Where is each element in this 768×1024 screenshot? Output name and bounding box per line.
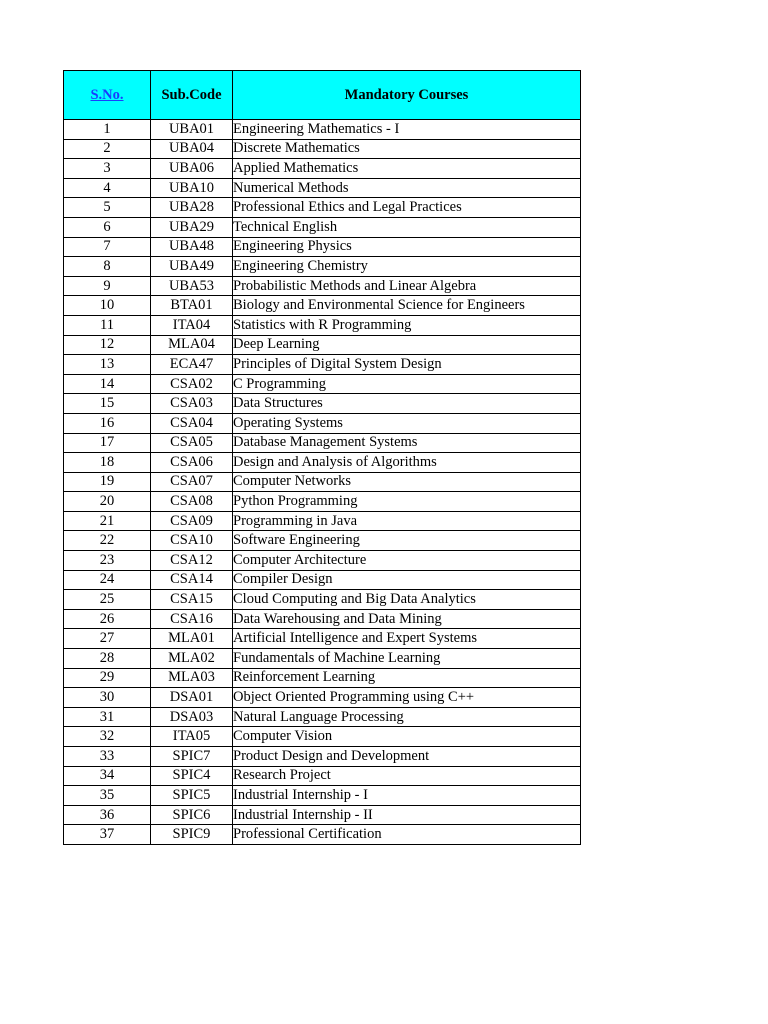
course-rows: [64, 120, 581, 845]
table-row: [64, 120, 581, 140]
course-name-cell: Programming in Java: [233, 511, 581, 531]
sno-cell: 36: [64, 805, 151, 825]
course-name-cell: Industrial Internship - II: [233, 805, 581, 825]
sub-code-cell: CSA14: [151, 570, 233, 590]
sub-code-cell: SPIC6: [151, 805, 233, 825]
sub-code-cell: CSA04: [151, 413, 233, 433]
sub-code-cell: UBA48: [151, 237, 233, 257]
sub-code-cell: CSA15: [151, 590, 233, 610]
sno-cell: 5: [64, 198, 151, 218]
table-row: [64, 747, 581, 767]
table-row: [64, 453, 581, 473]
sub-code-cell: UBA53: [151, 276, 233, 296]
sno-cell: 1: [64, 120, 151, 140]
sno-cell: 24: [64, 570, 151, 590]
sno-cell: 9: [64, 276, 151, 296]
table-row: [64, 315, 581, 335]
sno-cell: 23: [64, 551, 151, 571]
sub-code-cell: SPIC7: [151, 747, 233, 767]
sno-cell: 20: [64, 492, 151, 512]
table-row: [64, 570, 581, 590]
table-row: [64, 159, 581, 179]
course-name-cell: Discrete Mathematics: [233, 139, 581, 159]
course-name-cell: Engineering Physics: [233, 237, 581, 257]
sno-header-link[interactable]: S.No.: [90, 86, 124, 103]
sno-cell: 28: [64, 649, 151, 669]
sno-cell: 29: [64, 668, 151, 688]
sub-code-cell: CSA16: [151, 609, 233, 629]
sno-cell: 31: [64, 707, 151, 727]
course-name-cell: Engineering Chemistry: [233, 257, 581, 277]
sno-cell: 15: [64, 394, 151, 414]
sub-code-cell: MLA03: [151, 668, 233, 688]
sno-cell: 3: [64, 159, 151, 179]
sub-code-cell: SPIC5: [151, 786, 233, 806]
sno-cell: 18: [64, 453, 151, 473]
table-row: [64, 649, 581, 669]
sno-cell: 30: [64, 688, 151, 708]
sub-code-cell: UBA28: [151, 198, 233, 218]
course-name-cell: Python Programming: [233, 492, 581, 512]
table-row: [64, 198, 581, 218]
course-name-cell: Applied Mathematics: [233, 159, 581, 179]
course-name-cell: Engineering Mathematics - I: [233, 120, 581, 140]
sub-code-cell: CSA03: [151, 394, 233, 414]
sub-code-cell: CSA10: [151, 531, 233, 551]
table-row: [64, 257, 581, 277]
header-mandatory-courses: Mandatory Courses: [233, 71, 581, 120]
sno-cell: 16: [64, 413, 151, 433]
table-header-row: [64, 71, 581, 120]
sno-cell: 14: [64, 374, 151, 394]
sno-cell: 13: [64, 355, 151, 375]
sno-cell: 21: [64, 511, 151, 531]
table-row: [64, 688, 581, 708]
sub-code-cell: DSA03: [151, 707, 233, 727]
table-row: [64, 472, 581, 492]
course-name-cell: Cloud Computing and Big Data Analytics: [233, 590, 581, 610]
course-name-cell: Natural Language Processing: [233, 707, 581, 727]
course-name-cell: Data Warehousing and Data Mining: [233, 609, 581, 629]
table-row: [64, 217, 581, 237]
table-row: [64, 609, 581, 629]
course-name-cell: Compiler Design: [233, 570, 581, 590]
sno-cell: 35: [64, 786, 151, 806]
course-name-cell: Statistics with R Programming: [233, 315, 581, 335]
sno-cell: 37: [64, 825, 151, 845]
course-name-cell: Product Design and Development: [233, 747, 581, 767]
table-row: [64, 805, 581, 825]
sno-cell: 7: [64, 237, 151, 257]
course-name-cell: Software Engineering: [233, 531, 581, 551]
course-name-cell: Reinforcement Learning: [233, 668, 581, 688]
course-name-cell: Design and Analysis of Algorithms: [233, 453, 581, 473]
course-name-cell: Computer Networks: [233, 472, 581, 492]
sno-cell: 11: [64, 315, 151, 335]
course-name-cell: Professional Ethics and Legal Practices: [233, 198, 581, 218]
table-row: [64, 492, 581, 512]
sno-cell: 12: [64, 335, 151, 355]
table-row: [64, 786, 581, 806]
course-table: [63, 70, 581, 845]
sno-cell: 8: [64, 257, 151, 277]
sub-code-cell: UBA01: [151, 120, 233, 140]
sub-code-cell: UBA04: [151, 139, 233, 159]
table-row: [64, 825, 581, 845]
sub-code-cell: MLA02: [151, 649, 233, 669]
course-name-cell: Research Project: [233, 766, 581, 786]
sub-code-cell: CSA08: [151, 492, 233, 512]
table-row: [64, 355, 581, 375]
header-sno: [64, 71, 151, 120]
table-row: [64, 707, 581, 727]
table-row: [64, 276, 581, 296]
course-name-cell: Data Structures: [233, 394, 581, 414]
sub-code-cell: SPIC9: [151, 825, 233, 845]
header-sub-code: Sub.Code: [151, 71, 233, 120]
course-name-cell: Principles of Digital System Design: [233, 355, 581, 375]
sub-code-cell: UBA06: [151, 159, 233, 179]
course-name-cell: Computer Architecture: [233, 551, 581, 571]
course-name-cell: Professional Certification: [233, 825, 581, 845]
sno-cell: 33: [64, 747, 151, 767]
table-row: [64, 413, 581, 433]
sub-code-cell: MLA04: [151, 335, 233, 355]
sno-cell: 34: [64, 766, 151, 786]
table-row: [64, 178, 581, 198]
sub-code-cell: CSA09: [151, 511, 233, 531]
table-row: [64, 511, 581, 531]
course-name-cell: Database Management Systems: [233, 433, 581, 453]
table-row: [64, 394, 581, 414]
table-row: [64, 433, 581, 453]
sub-code-cell: UBA49: [151, 257, 233, 277]
sno-cell: 4: [64, 178, 151, 198]
sub-code-cell: BTA01: [151, 296, 233, 316]
sno-cell: 2: [64, 139, 151, 159]
sub-code-cell: CSA05: [151, 433, 233, 453]
table-row: [64, 335, 581, 355]
sub-code-cell: ECA47: [151, 355, 233, 375]
table-row: [64, 727, 581, 747]
sno-cell: 17: [64, 433, 151, 453]
course-name-cell: Operating Systems: [233, 413, 581, 433]
table-row: [64, 237, 581, 257]
table-row: [64, 629, 581, 649]
table-row: [64, 296, 581, 316]
course-name-cell: Fundamentals of Machine Learning: [233, 649, 581, 669]
table-row: [64, 531, 581, 551]
table-row: [64, 590, 581, 610]
course-name-cell: Numerical Methods: [233, 178, 581, 198]
sno-cell: 22: [64, 531, 151, 551]
course-name-cell: Artificial Intelligence and Expert Systems: [233, 629, 581, 649]
sub-code-cell: DSA01: [151, 688, 233, 708]
sub-code-cell: ITA04: [151, 315, 233, 335]
sub-code-cell: ITA05: [151, 727, 233, 747]
course-name-cell: Object Oriented Programming using C++: [233, 688, 581, 708]
course-name-cell: Industrial Internship - I: [233, 786, 581, 806]
sno-cell: 10: [64, 296, 151, 316]
sno-cell: 26: [64, 609, 151, 629]
sno-cell: 32: [64, 727, 151, 747]
sno-cell: 25: [64, 590, 151, 610]
course-name-cell: Computer Vision: [233, 727, 581, 747]
course-name-cell: Biology and Environmental Science for Engineers: [233, 296, 581, 316]
sub-code-cell: UBA29: [151, 217, 233, 237]
sno-cell: 6: [64, 217, 151, 237]
course-name-cell: Technical English: [233, 217, 581, 237]
sub-code-cell: CSA02: [151, 374, 233, 394]
sno-cell: 19: [64, 472, 151, 492]
course-name-cell: Deep Learning: [233, 335, 581, 355]
sno-cell: 27: [64, 629, 151, 649]
sub-code-cell: CSA06: [151, 453, 233, 473]
sub-code-cell: UBA10: [151, 178, 233, 198]
table-row: [64, 766, 581, 786]
sub-code-cell: CSA12: [151, 551, 233, 571]
table-row: [64, 374, 581, 394]
course-name-cell: C Programming: [233, 374, 581, 394]
sub-code-cell: CSA07: [151, 472, 233, 492]
table-row: [64, 139, 581, 159]
sub-code-cell: SPIC4: [151, 766, 233, 786]
table-row: [64, 551, 581, 571]
course-name-cell: Probabilistic Methods and Linear Algebra: [233, 276, 581, 296]
sub-code-cell: MLA01: [151, 629, 233, 649]
table-row: [64, 668, 581, 688]
